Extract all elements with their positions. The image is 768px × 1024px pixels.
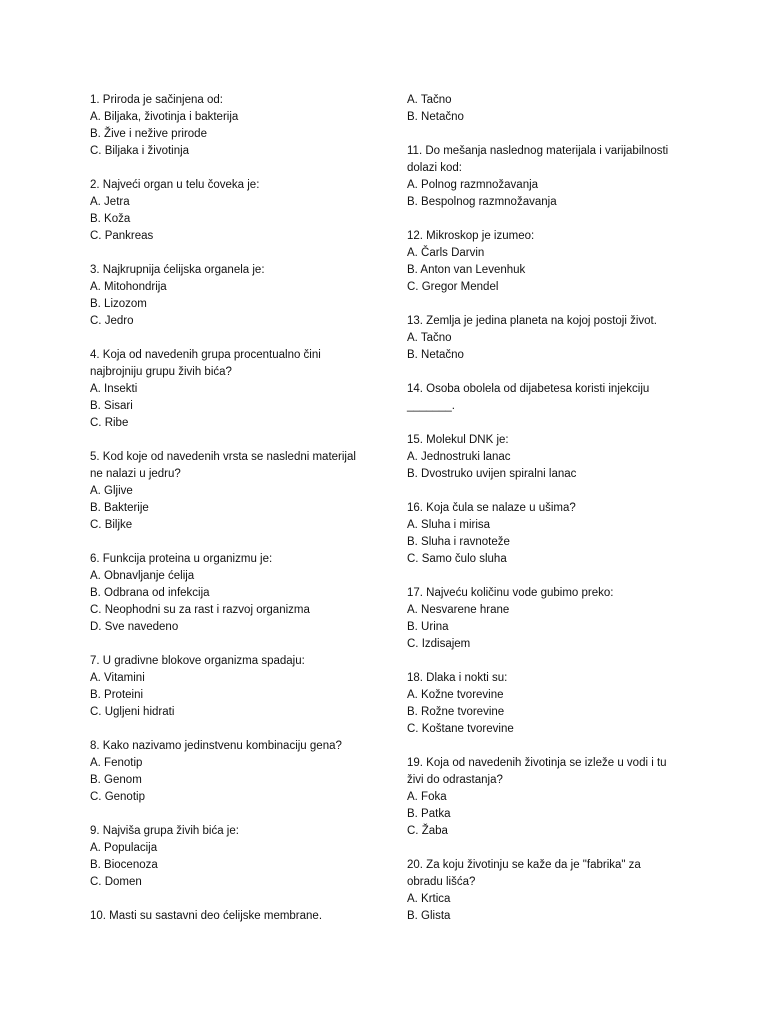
answer-option: A. Čarls Darvin [407, 247, 485, 259]
answer-option: A. Mitohondrija [90, 281, 167, 293]
answer-option: B. Anton van Levenhuk [407, 264, 526, 276]
question-text: živi do odrastanja? [407, 774, 503, 786]
answer-option: A. Foka [407, 791, 447, 803]
question-block [407, 381, 697, 415]
answer-option: B. Patka [407, 808, 451, 820]
answer-option: D. Sve navedeno [90, 621, 179, 633]
answer-option: B. Proteini [90, 689, 144, 701]
question-text: obradu lišća? [407, 876, 476, 888]
right-column [407, 92, 697, 925]
answer-option: A. Polnog razmnožavanja [407, 179, 539, 191]
question-block [90, 449, 380, 534]
answer-option: B. Sisari [90, 400, 133, 412]
answer-option: A. Sluha i mirisa [407, 519, 491, 531]
answer-option: C. Domen [90, 876, 142, 888]
answer-option: C. Samo čulo sluha [407, 553, 507, 565]
question-block [90, 908, 380, 925]
question-text: 2. Najveći organ u telu čoveka je: [90, 179, 260, 191]
question-text: 18. Dlaka i nokti su: [407, 672, 508, 684]
answer-option: B. Bakterije [90, 502, 149, 514]
answer-option: C. Koštane tvorevine [407, 723, 514, 735]
question-text: 7. U gradivne blokove organizma spadaju: [90, 655, 305, 667]
question-block [407, 92, 697, 126]
answer-option: C. Neophodni su za rast i razvoj organizma [90, 604, 310, 616]
answer-option: B. Genom [90, 774, 142, 786]
answer-option: A. Kožne tvorevine [407, 689, 504, 701]
answer-option: C. Jedro [90, 315, 134, 327]
answer-option: B. Netačno [407, 349, 464, 361]
question-text: 20. Za koju životinju se kaže da je "fabrika" za [407, 859, 641, 871]
question-block [90, 653, 380, 721]
answer-option: B. Urina [407, 621, 449, 633]
answer-option: A. Tačno [407, 332, 452, 344]
answer-option: A. Jednostruki lanac [407, 451, 511, 463]
question-text: 16. Koja čula se nalaze u ušima? [407, 502, 576, 514]
answer-option: C. Biljaka i životinja [90, 145, 190, 157]
answer-option: B. Sluha i ravnoteže [407, 536, 510, 548]
answer-option: A. Tačno [407, 94, 452, 106]
question-text: 4. Koja od navedenih grupa procentualno čini [90, 349, 321, 361]
question-text: 5. Kod koje od navedenih vrsta se nasledni materijal [90, 451, 356, 463]
question-block [90, 551, 380, 636]
question-block [407, 143, 697, 211]
answer-option: A. Krtica [407, 893, 451, 905]
answer-option: C. Gregor Mendel [407, 281, 499, 293]
answer-option: B. Lizozom [90, 298, 147, 310]
answer-option: B. Glista [407, 910, 451, 922]
answer-option: C. Ribe [90, 417, 129, 429]
question-block [90, 92, 380, 160]
answer-option: A. Fenotip [90, 757, 143, 769]
answer-option: A. Vitamini [90, 672, 145, 684]
answer-option: C. Pankreas [90, 230, 154, 242]
question-text: 11. Do mešanja naslednog materijala i varijabilnosti [407, 145, 669, 157]
question-text: 19. Koja od navedenih životinja se izleže u vodi i tu [407, 757, 667, 769]
question-block [90, 177, 380, 245]
question-text: 9. Najviša grupa živih bića je: [90, 825, 239, 837]
answer-option: B. Biocenoza [90, 859, 158, 871]
answer-option: B. Dvostruko uvijen spiralni lanac [407, 468, 577, 480]
question-text: 6. Funkcija proteina u organizmu je: [90, 553, 273, 565]
answer-option: C. Žaba [407, 825, 448, 837]
answer-option: C. Biljke [90, 519, 133, 531]
question-block [407, 432, 697, 483]
question-text: dolazi kod: [407, 162, 462, 174]
fill-in-blank: _______. [407, 400, 455, 412]
question-block [90, 347, 380, 432]
question-block [407, 585, 697, 653]
answer-option: B. Bespolnog razmnožavanja [407, 196, 557, 208]
question-text: 13. Zemlja je jedina planeta na kojoj postoji život. [407, 315, 657, 327]
question-block [90, 262, 380, 330]
question-block [407, 755, 697, 840]
answer-option: A. Obnavljanje ćelija [90, 570, 195, 582]
answer-option: C. Genotip [90, 791, 145, 803]
answer-option: A. Populacija [90, 842, 158, 854]
answer-option: B. Odbrana od infekcija [90, 587, 210, 599]
answer-option: B. Netačno [407, 111, 464, 123]
question-text: 10. Masti su sastavni deo ćelijske membrane. [90, 910, 323, 922]
question-block [407, 857, 697, 925]
answer-option: C. Ugljeni hidrati [90, 706, 175, 718]
question-block [407, 228, 697, 296]
question-block [407, 500, 697, 568]
answer-option: A. Jetra [90, 196, 130, 208]
question-text: 1. Priroda je sačinjena od: [90, 94, 223, 106]
question-text: najbrojniju grupu živih bića? [90, 366, 232, 378]
answer-option: C. Izdisajem [407, 638, 471, 650]
question-text: 3. Najkrupnija ćelijska organela je: [90, 264, 265, 276]
question-text: 12. Mikroskop je izumeo: [407, 230, 535, 242]
answer-option: B. Rožne tvorevine [407, 706, 505, 718]
answer-option: A. Insekti [90, 383, 138, 395]
question-block [407, 313, 697, 364]
answer-option: A. Biljaka, životinja i bakterija [90, 111, 239, 123]
question-text: 15. Molekul DNK je: [407, 434, 509, 446]
answer-option: A. Nesvarene hrane [407, 604, 510, 616]
question-text: 17. Najveću količinu vode gubimo preko: [407, 587, 614, 599]
question-block [90, 738, 380, 806]
question-text: 14. Osoba obolela od dijabetesa koristi injekciju [407, 383, 650, 395]
answer-option: B. Koža [90, 213, 131, 225]
answer-option: A. Gljive [90, 485, 133, 497]
answer-option: B. Žive i nežive prirode [90, 128, 207, 140]
question-text: 8. Kako nazivamo jedinstvenu kombinaciju gena? [90, 740, 342, 752]
question-text: ne nalazi u jedru? [90, 468, 181, 480]
question-block [407, 670, 697, 738]
question-block [90, 823, 380, 891]
left-column [90, 92, 380, 925]
